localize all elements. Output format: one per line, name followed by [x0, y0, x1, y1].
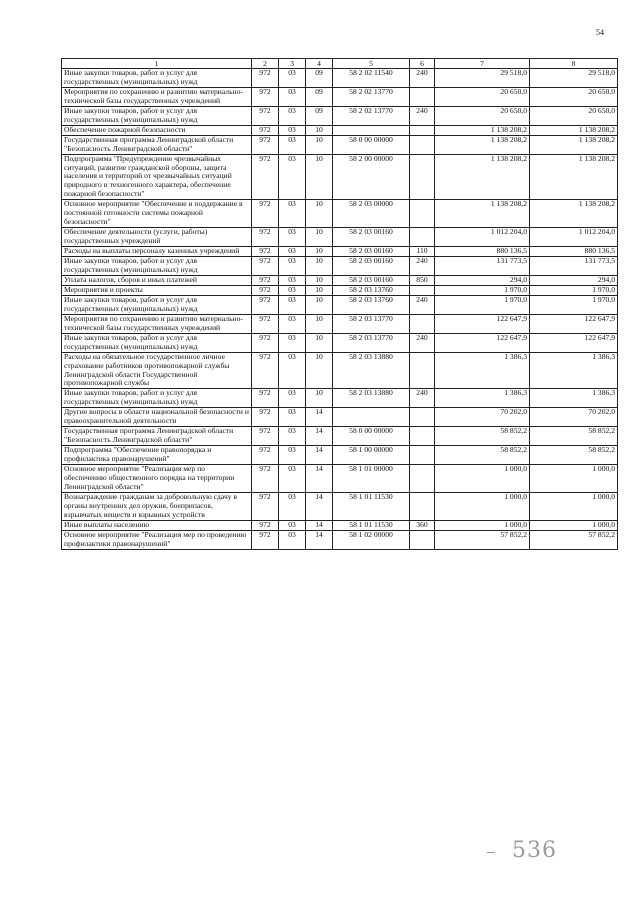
table-row — [62, 275, 618, 285]
amount-col7: 122 647,9 — [435, 333, 530, 352]
section-code: 03 — [279, 135, 306, 154]
ministry-code: 972 — [252, 352, 279, 389]
table-row — [62, 257, 618, 276]
amount-col8: 122 647,9 — [530, 314, 618, 333]
ministry-code: 972 — [252, 333, 279, 352]
target-article: 58 1 00 00000 — [333, 446, 410, 465]
expense-type — [410, 125, 435, 135]
table-header-row — [62, 59, 618, 69]
expense-type — [410, 314, 435, 333]
table-row — [62, 200, 618, 228]
expense-type — [410, 408, 435, 427]
expense-type — [410, 200, 435, 228]
column-header-1: 1 — [62, 59, 252, 69]
amount-col7: 131 773,5 — [435, 257, 530, 276]
section-code: 03 — [279, 427, 306, 446]
subsection-code: 09 — [306, 106, 333, 125]
amount-col7: 1 386,3 — [435, 352, 530, 389]
amount-col7: 57 852,2 — [435, 530, 530, 549]
subsection-code: 10 — [306, 154, 333, 200]
section-code: 03 — [279, 228, 306, 247]
ministry-code: 972 — [252, 275, 279, 285]
target-article: 58 1 01 11530 — [333, 492, 410, 520]
target-article: 58 2 03 00000 — [333, 200, 410, 228]
amount-col7: 1 000,0 — [435, 465, 530, 493]
table-row — [62, 125, 618, 135]
amount-col8: 1 970,0 — [530, 295, 618, 314]
subsection-code: 10 — [306, 125, 333, 135]
table-row — [62, 87, 618, 106]
subsection-code: 10 — [306, 228, 333, 247]
expense-type — [410, 285, 435, 295]
column-header-6: 6 — [410, 59, 435, 69]
target-article — [333, 125, 410, 135]
amount-col8: 20 650,0 — [530, 106, 618, 125]
expense-type — [410, 135, 435, 154]
amount-col8: 1 000,0 — [530, 492, 618, 520]
row-name: Основное мероприятие "Обеспечение и поддержание в постоянной готовности системы пожарной безопасности" — [62, 200, 252, 228]
amount-col8: 1 138 208,2 — [530, 154, 618, 200]
table-row — [62, 154, 618, 200]
target-article: 58 0 00 00000 — [333, 427, 410, 446]
row-name: Мероприятия и проекты — [62, 285, 252, 295]
amount-col7: 1 386,3 — [435, 389, 530, 408]
target-article: 58 2 03 00160 — [333, 228, 410, 247]
subsection-code: 10 — [306, 295, 333, 314]
ministry-code: 972 — [252, 520, 279, 530]
ministry-code: 972 — [252, 465, 279, 493]
amount-col7: 1 970,0 — [435, 295, 530, 314]
target-article: 58 2 03 13770 — [333, 333, 410, 352]
amount-col8: 131 773,5 — [530, 257, 618, 276]
section-code: 03 — [279, 314, 306, 333]
amount-col7: 70 202,0 — [435, 408, 530, 427]
subsection-code: 09 — [306, 69, 333, 88]
amount-col7: 1 012 204,0 — [435, 228, 530, 247]
amount-col8: 122 647,9 — [530, 333, 618, 352]
table-row — [62, 492, 618, 520]
subsection-code: 10 — [306, 352, 333, 389]
section-code: 03 — [279, 520, 306, 530]
subsection-code: 10 — [306, 285, 333, 295]
row-name: Расходы на обязательное государственное личное страхование работников противопожарной службы Ленинградской области Государственной противопожарной службы — [62, 352, 252, 389]
amount-col8: 1 138 208,2 — [530, 125, 618, 135]
ministry-code: 972 — [252, 200, 279, 228]
ministry-code: 972 — [252, 389, 279, 408]
ministry-code: 972 — [252, 228, 279, 247]
expense-type: 240 — [410, 333, 435, 352]
table-row — [62, 333, 618, 352]
target-article: 58 2 03 13760 — [333, 285, 410, 295]
amount-col8: 20 650,0 — [530, 87, 618, 106]
expense-type: 240 — [410, 69, 435, 88]
table-row — [62, 228, 618, 247]
amount-col8: 294,0 — [530, 275, 618, 285]
table-row — [62, 314, 618, 333]
row-name: Иные закупки товаров, работ и услуг для государственных (муниципальных) нужд — [62, 69, 252, 88]
section-code: 03 — [279, 69, 306, 88]
target-article: 58 1 02 00000 — [333, 530, 410, 549]
ministry-code: 972 — [252, 285, 279, 295]
row-name: Мероприятия по сохранению и развитию материально-технической базы государственных учреждений — [62, 87, 252, 106]
amount-col7: 20 650,0 — [435, 106, 530, 125]
table-row — [62, 247, 618, 257]
expense-type — [410, 154, 435, 200]
column-header-7: 7 — [435, 59, 530, 69]
section-code: 03 — [279, 333, 306, 352]
amount-col7: 1 000,0 — [435, 520, 530, 530]
row-name: Уплата налогов, сборов и иных платежей — [62, 275, 252, 285]
target-article: 58 2 02 13770 — [333, 106, 410, 125]
subsection-code: 10 — [306, 389, 333, 408]
amount-col8: 58 852,2 — [530, 427, 618, 446]
target-article: 58 2 00 00000 — [333, 154, 410, 200]
target-article: 58 2 03 13770 — [333, 314, 410, 333]
row-name: Другие вопросы в области национальной безопасности и правоохранительной деятельности — [62, 408, 252, 427]
amount-col8: 1 138 208,2 — [530, 200, 618, 228]
expense-type: 360 — [410, 520, 435, 530]
target-article: 58 2 03 13880 — [333, 352, 410, 389]
target-article: 58 2 03 00160 — [333, 275, 410, 285]
ministry-code: 972 — [252, 295, 279, 314]
row-name: Государственная программа Ленинградской области "Безопасность Ленинградской области" — [62, 427, 252, 446]
table-row — [62, 106, 618, 125]
amount-col8: 880 136,5 — [530, 247, 618, 257]
row-name: Основное мероприятие "Реализация мер по обеспечению общественного порядка на территории Ленинградской области" — [62, 465, 252, 493]
section-code: 03 — [279, 389, 306, 408]
row-name: Вознаграждение гражданам за добровольную сдачу в органы внутренних дел оружия, боеприпасов, взрывчатых веществ и взрывных устройств — [62, 492, 252, 520]
row-name: Обеспечение деятельности (услуги, работы) государственных учреждений — [62, 228, 252, 247]
row-name: Обеспечение пожарной безопасности — [62, 125, 252, 135]
row-name: Иные закупки товаров, работ и услуг для государственных (муниципальных) нужд — [62, 333, 252, 352]
amount-col8: 1 000,0 — [530, 520, 618, 530]
amount-col7: 1 138 208,2 — [435, 154, 530, 200]
row-name: Подпрограмма "Предупреждение чрезвычайных ситуаций, развитие гражданской обороны, защита населения и территорий от чрезвычайных ситуаций природного и техногенного характера, обеспечение пожарной безопасности" — [62, 154, 252, 200]
row-name: Государственная программа Ленинградской области "Безопасность Ленинградской области" — [62, 135, 252, 154]
target-article: 58 2 03 13880 — [333, 389, 410, 408]
ministry-code: 972 — [252, 492, 279, 520]
amount-col7: 1 000,0 — [435, 492, 530, 520]
ministry-code: 972 — [252, 314, 279, 333]
row-name: Расходы на выплаты персоналу казенных учреждений — [62, 247, 252, 257]
target-article: 58 2 03 00160 — [333, 257, 410, 276]
expense-type: 240 — [410, 389, 435, 408]
table-row — [62, 446, 618, 465]
subsection-code: 10 — [306, 333, 333, 352]
table-row — [62, 530, 618, 549]
amount-col7: 58 852,2 — [435, 446, 530, 465]
table-row — [62, 408, 618, 427]
amount-col8: 57 852,2 — [530, 530, 618, 549]
ministry-code: 972 — [252, 154, 279, 200]
ministry-code: 972 — [252, 446, 279, 465]
ministry-code: 972 — [252, 135, 279, 154]
target-article: 58 1 01 11530 — [333, 520, 410, 530]
expense-type — [410, 492, 435, 520]
ministry-code: 972 — [252, 247, 279, 257]
expense-type — [410, 427, 435, 446]
margin-dash-mark — [487, 852, 495, 853]
ministry-code: 972 — [252, 427, 279, 446]
row-name: Иные закупки товаров, работ и услуг для государственных (муниципальных) нужд — [62, 106, 252, 125]
target-article: 58 0 00 00000 — [333, 135, 410, 154]
table-row — [62, 352, 618, 389]
subsection-code: 10 — [306, 200, 333, 228]
amount-col7: 29 518,0 — [435, 69, 530, 88]
ministry-code: 972 — [252, 530, 279, 549]
row-name: Иные выплаты населению — [62, 520, 252, 530]
section-code: 03 — [279, 200, 306, 228]
expense-type: 850 — [410, 275, 435, 285]
target-article: 58 2 02 13770 — [333, 87, 410, 106]
amount-col8: 1 012 204,0 — [530, 228, 618, 247]
section-code: 03 — [279, 465, 306, 493]
target-article: 58 1 01 00000 — [333, 465, 410, 493]
budget-table — [61, 58, 618, 550]
amount-col8: 70 202,0 — [530, 408, 618, 427]
subsection-code: 14 — [306, 465, 333, 493]
section-code: 03 — [279, 530, 306, 549]
amount-col7: 1 970,0 — [435, 285, 530, 295]
section-code: 03 — [279, 285, 306, 295]
ministry-code: 972 — [252, 408, 279, 427]
page-number: 54 — [596, 28, 604, 37]
expense-type: 110 — [410, 247, 435, 257]
table-row — [62, 295, 618, 314]
subsection-code: 10 — [306, 247, 333, 257]
row-name: Иные закупки товаров, работ и услуг для государственных (муниципальных) нужд — [62, 389, 252, 408]
table-row — [62, 389, 618, 408]
ministry-code: 972 — [252, 106, 279, 125]
section-code: 03 — [279, 154, 306, 200]
ministry-code: 972 — [252, 69, 279, 88]
row-name: Иные закупки товаров, работ и услуг для государственных (муниципальных) нужд — [62, 295, 252, 314]
amount-col8: 29 518,0 — [530, 69, 618, 88]
amount-col7: 1 138 208,2 — [435, 135, 530, 154]
subsection-code: 14 — [306, 492, 333, 520]
amount-col7: 20 650,0 — [435, 87, 530, 106]
table-row — [62, 285, 618, 295]
subsection-code: 14 — [306, 427, 333, 446]
expense-type: 240 — [410, 257, 435, 276]
section-code: 03 — [279, 446, 306, 465]
amount-col7: 294,0 — [435, 275, 530, 285]
table-row — [62, 427, 618, 446]
expense-type: 240 — [410, 295, 435, 314]
expense-type — [410, 228, 435, 247]
subsection-code: 14 — [306, 408, 333, 427]
subsection-code: 14 — [306, 530, 333, 549]
section-code: 03 — [279, 125, 306, 135]
subsection-code: 09 — [306, 87, 333, 106]
ministry-code: 972 — [252, 257, 279, 276]
column-header-2: 2 — [252, 59, 279, 69]
amount-col7: 1 138 208,2 — [435, 125, 530, 135]
amount-col8: 1 386,3 — [530, 389, 618, 408]
expense-type — [410, 465, 435, 493]
expense-type — [410, 530, 435, 549]
amount-col7: 880 136,5 — [435, 247, 530, 257]
amount-col7: 1 138 208,2 — [435, 200, 530, 228]
amount-col8: 1 000,0 — [530, 465, 618, 493]
subsection-code: 10 — [306, 257, 333, 276]
subsection-code: 14 — [306, 446, 333, 465]
expense-type — [410, 87, 435, 106]
section-code: 03 — [279, 352, 306, 389]
ministry-code: 972 — [252, 87, 279, 106]
column-header-3: 3 — [279, 59, 306, 69]
section-code: 03 — [279, 408, 306, 427]
section-code: 03 — [279, 87, 306, 106]
table-row — [62, 520, 618, 530]
column-header-5: 5 — [333, 59, 410, 69]
section-code: 03 — [279, 295, 306, 314]
section-code: 03 — [279, 106, 306, 125]
table-row — [62, 69, 618, 88]
row-name: Мероприятия по сохранению и развитию материально-технической базы государственных учреждений — [62, 314, 252, 333]
expense-type — [410, 446, 435, 465]
column-header-8: 8 — [530, 59, 618, 69]
expense-type — [410, 352, 435, 389]
ministry-code: 972 — [252, 125, 279, 135]
subsection-code: 10 — [306, 135, 333, 154]
target-article: 58 2 02 11540 — [333, 69, 410, 88]
amount-col8: 1 386,3 — [530, 352, 618, 389]
amount-col8: 58 852,2 — [530, 446, 618, 465]
row-name: Иные закупки товаров, работ и услуг для государственных (муниципальных) нужд — [62, 257, 252, 276]
table-row — [62, 135, 618, 154]
amount-col7: 122 647,9 — [435, 314, 530, 333]
expense-type: 240 — [410, 106, 435, 125]
amount-col7: 58 852,2 — [435, 427, 530, 446]
target-article: 58 2 03 13760 — [333, 295, 410, 314]
section-code: 03 — [279, 257, 306, 276]
subsection-code: 10 — [306, 314, 333, 333]
target-article: 58 2 03 00160 — [333, 247, 410, 257]
amount-col8: 1 138 208,2 — [530, 135, 618, 154]
subsection-code: 14 — [306, 520, 333, 530]
row-name: Подпрограмма "Обеспечение правопорядка и профилактика правонарушений" — [62, 446, 252, 465]
handwritten-page-stamp: 536 — [512, 838, 557, 863]
section-code: 03 — [279, 247, 306, 257]
column-header-4: 4 — [306, 59, 333, 69]
row-name: Основное мероприятие "Реализация мер по проведению профилактики правонарушений" — [62, 530, 252, 549]
target-article — [333, 408, 410, 427]
section-code: 03 — [279, 275, 306, 285]
section-code: 03 — [279, 492, 306, 520]
amount-col8: 1 970,0 — [530, 285, 618, 295]
table-row — [62, 465, 618, 493]
subsection-code: 10 — [306, 275, 333, 285]
